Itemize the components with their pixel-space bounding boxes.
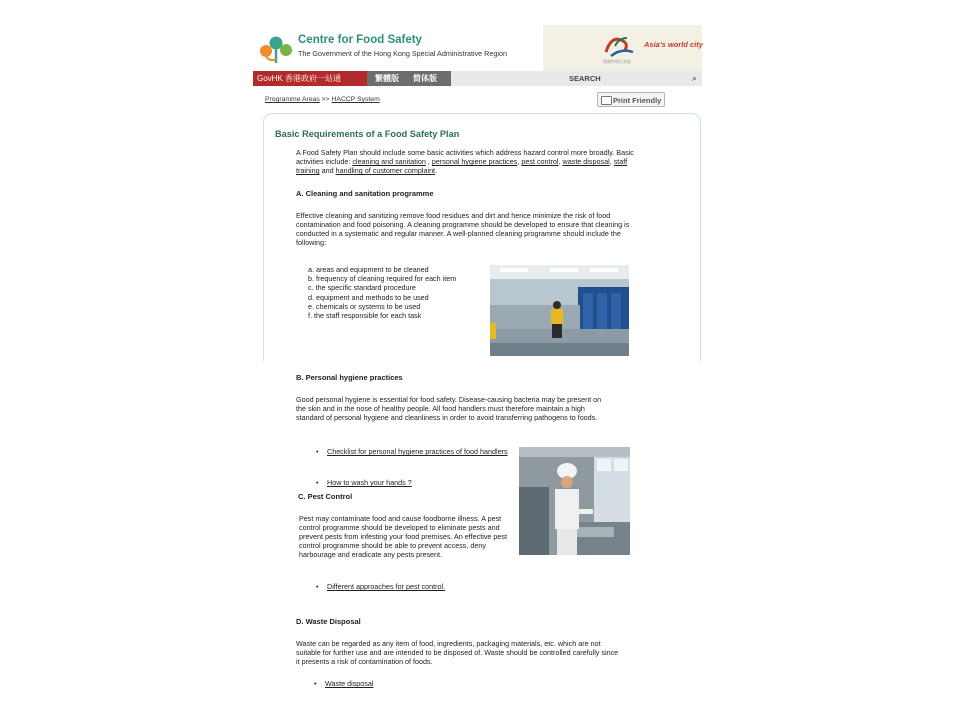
brand-small-text: 香港特別行政區 bbox=[603, 59, 631, 64]
breadcrumb-programme-areas-link[interactable]: Programme Areas bbox=[265, 96, 320, 103]
page bbox=[253, 25, 702, 705]
pest-control-link[interactable]: pest control bbox=[521, 157, 559, 166]
language-switcher bbox=[367, 71, 451, 86]
intro-separator: , bbox=[425, 157, 432, 166]
site-title[interactable]: Centre for Food Safety bbox=[298, 34, 422, 46]
list-item bbox=[316, 448, 511, 457]
intro-paragraph bbox=[296, 148, 636, 175]
checklist-personal-hygiene-link[interactable]: Checklist for personal hygiene practices of food handlers bbox=[327, 447, 508, 456]
intro-and: and bbox=[319, 166, 336, 175]
list-item: a. areas and equipment to be cleaned bbox=[308, 265, 429, 274]
brand-hk-banner[interactable] bbox=[543, 25, 702, 71]
staff-training-link[interactable]: staff training bbox=[296, 157, 628, 175]
intro-end: . bbox=[435, 166, 438, 175]
intro-separator: , bbox=[558, 157, 563, 166]
section-b-paragraph: Good personal hygiene is essential for food safety. Disease-causing bacteria may be present on the skin and in the nose of healthy people. All food handlers must therefore maintain a high standard of personal hygiene and cleanliness in order to avoid transferring pathogens to foods. bbox=[296, 395, 602, 422]
section-a-paragraph: Effective cleaning and sanitizing remove food residues and dirt and hence minimize the risk of food contamination and food poisoning. A cleaning programme should be developed to ensure that cleaning is conducted in a systematic and regular manner. A well-planned cleaning programme should include the following: bbox=[296, 211, 630, 247]
section-c-paragraph: Pest may contaminate food and cause foodborne illness. A pest control programme should be developed to eliminate pests and prevent pests from infesting your food premises. An effective pest control programme should be able to prevent access, deny harbourage and eradicate any pests present. bbox=[299, 514, 508, 559]
site-subtitle: The Government of the Hong Kong Special Administrative Region bbox=[298, 49, 507, 58]
breadcrumb bbox=[265, 96, 380, 103]
lang-simplified-chinese-link[interactable]: 简体版 bbox=[413, 74, 437, 83]
cleaning-programme-list bbox=[308, 265, 456, 320]
breadcrumb-separator: >> bbox=[321, 96, 330, 103]
print-friendly-button[interactable] bbox=[597, 92, 665, 107]
pest-control-links bbox=[316, 583, 516, 592]
personal-hygiene-practices-link[interactable]: personal hygiene practices bbox=[431, 157, 518, 166]
waste-disposal-link[interactable]: waste disposal bbox=[562, 157, 610, 166]
list-item: e. chemicals or systems to be used bbox=[308, 301, 421, 311]
breadcrumb-haccp-system-link[interactable]: HACCP System bbox=[331, 96, 380, 103]
list-item bbox=[316, 479, 511, 488]
personal-hygiene-links bbox=[316, 448, 511, 457]
list-item: b. frequency of cleaning required for each item bbox=[308, 274, 457, 284]
list-item bbox=[316, 583, 516, 592]
top-navigation-bar bbox=[253, 71, 702, 86]
printer-icon bbox=[601, 96, 612, 105]
list-item: c. the specific standard procedure bbox=[308, 283, 416, 293]
govhk-link[interactable]: GovHK 香港政府一站通 bbox=[253, 71, 367, 86]
waste-disposal-links bbox=[314, 680, 514, 689]
cfs-logo-icon[interactable] bbox=[257, 29, 295, 65]
search-label[interactable]: SEARCH bbox=[569, 74, 601, 83]
waste-disposal-link[interactable]: Waste disposal bbox=[325, 679, 374, 688]
page-title: Basic Requirements of a Food Safety Plan bbox=[275, 129, 460, 139]
intro-separator: , bbox=[517, 157, 522, 166]
intro-text: A Food Safety Plan should include some basic activities which address hazard control more broadly. Basic activities include: bbox=[296, 148, 634, 166]
intro-separator: , bbox=[609, 157, 614, 166]
cleaning-and-sanitation-link[interactable]: cleaning and sanitation bbox=[352, 157, 426, 166]
print-friendly-label: Print Friendly bbox=[613, 96, 662, 105]
lang-traditional-chinese-link[interactable]: 繁體版 bbox=[375, 74, 399, 83]
site-header bbox=[253, 25, 702, 71]
list-item: f. the staff responsible for each task bbox=[308, 311, 422, 321]
section-a-heading: A. Cleaning and sanitation programme bbox=[296, 189, 434, 198]
hand-washing-links bbox=[316, 479, 511, 488]
list-item bbox=[314, 680, 514, 689]
different-approaches-pest-control-link[interactable]: Different approaches for pest control. bbox=[327, 582, 446, 591]
handling-of-customer-complaint-link[interactable]: handling of customer complaint bbox=[335, 166, 436, 175]
dragon-logo-icon bbox=[603, 32, 637, 60]
how-to-wash-hands-link[interactable]: How to wash your hands ? bbox=[327, 478, 412, 487]
section-d-paragraph: Waste can be regarded as any item of food, ingredients, packaging materials, etc. which are not suitable for further use and are intended to be disposed of. Waste should be controlled carefully since it presents a risk of contamination of foods. bbox=[296, 639, 619, 666]
section-b-heading: B. Personal hygiene practices bbox=[296, 373, 403, 382]
chef-photo bbox=[519, 447, 630, 555]
brand-tagline: Asia's world city bbox=[644, 40, 703, 49]
list-item: d. equipment and methods to be used bbox=[308, 292, 429, 302]
search-icon[interactable]: ⌕ bbox=[692, 73, 698, 83]
cleaning-photo bbox=[490, 265, 629, 356]
section-c-heading: C. Pest Control bbox=[298, 492, 353, 501]
section-d-heading: D. Waste Disposal bbox=[296, 617, 361, 626]
